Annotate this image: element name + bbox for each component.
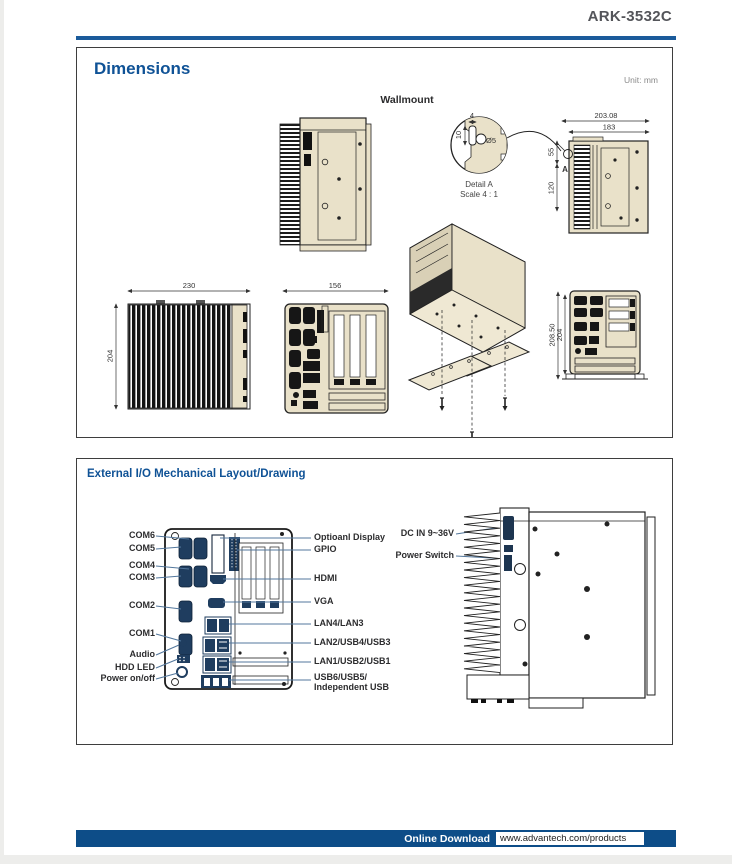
label-com5: COM5 — [128, 543, 155, 553]
label-vga: VGA — [314, 596, 334, 606]
svg-text:Ø5: Ø5 — [486, 136, 497, 145]
svg-text:A: A — [562, 165, 568, 174]
online-download-label: Online Download — [404, 832, 490, 845]
svg-text:203.08: 203.08 — [594, 111, 618, 120]
wallmount-label: Wallmount — [380, 94, 434, 106]
io-title: External I/O Mechanical Layout/Drawing — [87, 468, 306, 480]
rotated-front-view-drawing — [548, 291, 649, 379]
page-background — [4, 0, 732, 855]
label-dc-in: DC IN 9~36V — [400, 528, 454, 538]
label-com1: COM1 — [128, 628, 155, 638]
svg-text:230: 230 — [182, 281, 196, 290]
dimensions-section — [76, 47, 673, 438]
svg-text:120: 120 — [546, 181, 556, 195]
io-front-panel-drawing — [165, 529, 292, 689]
unit-note: Unit: mm — [624, 75, 658, 85]
svg-text:10: 10 — [454, 130, 463, 140]
isometric-wallmount-drawing — [409, 224, 529, 437]
dimensions-title: Dimensions — [94, 59, 191, 78]
io-drawings — [77, 459, 672, 744]
rear-view-drawing — [547, 111, 650, 233]
front-view-drawing — [283, 281, 388, 413]
svg-text:204: 204 — [555, 328, 564, 342]
io-side-view-drawing — [464, 508, 655, 708]
svg-text:Detail A: Detail A — [465, 180, 493, 189]
footer-download-bar — [76, 830, 676, 847]
dimensions-drawings — [77, 48, 672, 437]
label-power-switch: Power Switch — [395, 550, 454, 560]
label-lan4-lan3: LAN4/LAN3 — [314, 618, 364, 628]
svg-text:183: 183 — [602, 122, 616, 132]
download-url[interactable]: www.advantech.com/products — [500, 833, 627, 844]
side-view-drawing-top — [280, 118, 371, 251]
svg-text:156: 156 — [328, 281, 342, 290]
svg-text:204: 204 — [105, 349, 115, 363]
label-hdd-led: HDD LED — [115, 662, 155, 672]
label-power-onoff: Power on/off — [100, 673, 155, 683]
io-section — [76, 458, 673, 745]
label-com4: COM4 — [128, 560, 155, 570]
label-com6: COM6 — [128, 530, 155, 540]
label-optional-display: Optioanl Display — [314, 532, 386, 542]
label-com3: COM3 — [128, 572, 155, 582]
svg-text:55: 55 — [546, 147, 556, 157]
label-lan2-usb4-usb3: LAN2/USB4/USB3 — [314, 637, 391, 647]
label-audio: Audio — [129, 649, 155, 659]
svg-text:Scale 4 : 1: Scale 4 : 1 — [460, 190, 498, 199]
header-rule — [76, 36, 676, 40]
detail-a-drawing — [451, 111, 561, 199]
svg-text:4: 4 — [469, 111, 475, 120]
download-url-box — [496, 832, 644, 845]
label-usb6-usb5: USB6/USB5/ Independent USB — [314, 672, 390, 692]
product-title: ARK-3532C — [587, 8, 672, 25]
label-com2: COM2 — [128, 600, 155, 610]
label-lan1-usb2-usb1: LAN1/USB2/USB1 — [314, 656, 391, 666]
label-hdmi: HDMI — [314, 573, 337, 583]
label-gpio: GPIO — [314, 544, 337, 554]
svg-text:208.50: 208.50 — [547, 323, 557, 347]
top-view-drawing — [106, 281, 251, 409]
